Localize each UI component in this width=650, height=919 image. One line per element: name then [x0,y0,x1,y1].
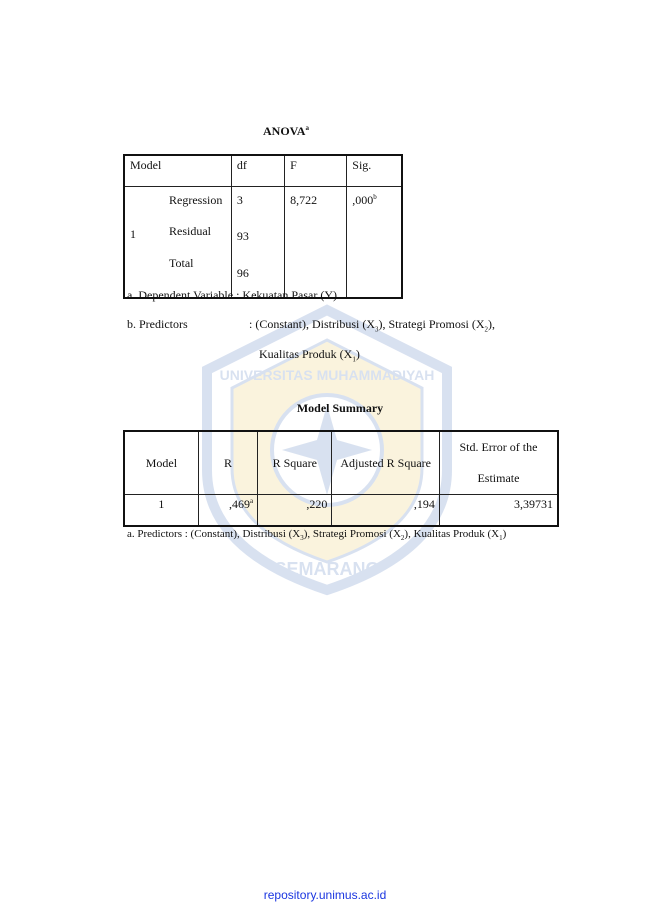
model-summary-title: Model Summary [296,401,384,415]
ms-model-value: 1 [124,495,198,527]
anova-header-sig: Sig. [347,155,402,187]
anova-note-b-line2: Kualitas Produk $(X_1)$ [259,347,360,364]
anova-title: ANOVA$^a$ [263,124,309,138]
model-summary-note: a. Predictors : (Constant), Distribusi $(X_3)$, Strategi Promosi $(X_2)$, Kualitas Produk $(X_1)$ [127,528,507,543]
anova-model-cell [124,187,231,299]
anova-header-row [124,155,402,187]
anova-row-label: Total [169,256,194,270]
ms-adj-r-square-value: ,194 [332,495,439,527]
anova-df-value: 93 [231,224,284,260]
anova-header-f: F [285,155,347,187]
ms-header-r-square: R Square [258,431,332,495]
watermark-top-text: UNIVERSITAS MUHAMMADIYAH [219,367,435,383]
anova-note-b-label: b. Predictors [127,317,188,331]
anova-sig-value [347,224,402,260]
footer [0,888,650,902]
anova-f-value [285,224,347,260]
anova-row-label: Residual [169,224,211,238]
ms-header-r: R [198,431,257,495]
table-row [124,187,402,225]
table-row [124,495,558,527]
anova-model-number: 1 [130,227,136,241]
anova-header-df: df [231,155,284,187]
watermark-bottom-text: SEMARANG [274,559,380,579]
anova-sig-value [347,260,402,298]
anova-note-b-line1: : (Constant), Distribusi $(X_3)$, Strategi Promosi $(X_2)$, [249,317,495,334]
anova-row-label: Regression [169,193,223,207]
anova-header-model: Model [124,155,231,187]
anova-table [123,154,403,299]
ms-header-std-error: Std. Error of the Estimate [439,431,558,495]
anova-df-value: 3 [231,187,284,225]
model-summary-table [123,430,559,527]
repository-link[interactable]: repository.unimus.ac.id [263,888,387,902]
ms-header-model: Model [124,431,198,495]
ms-r-square-value: ,220 [258,495,332,527]
anova-note-a: a. Dependent Variable : Kekuatan Pasar (Y) [127,288,338,302]
anova-f-value: 8,722 [285,187,347,225]
model-summary-header-row [124,431,558,495]
ms-std-error-value: 3,39731 [439,495,558,527]
anova-df-value: 96 [231,260,284,298]
anova-sig-value: ,000$^b$ [347,187,402,225]
ms-header-adj-r-square: Adjusted R Square [332,431,439,495]
ms-r-value: ,469$^a$ [198,495,257,527]
